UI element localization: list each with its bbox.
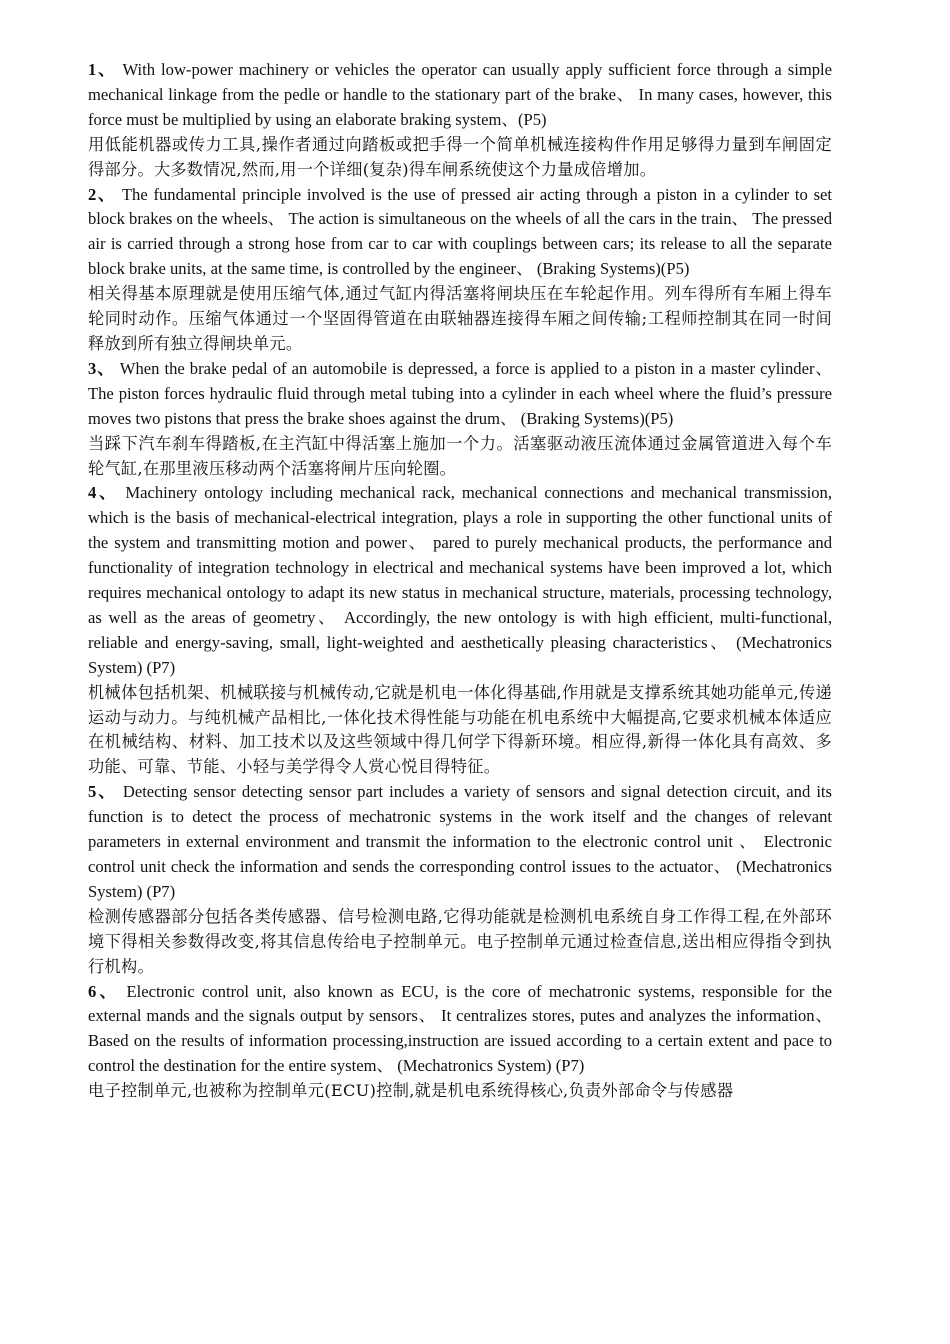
item-number-6: 6、 bbox=[88, 981, 120, 1001]
chinese-translation-4: 机械体包括机架、机械联接与机械传动,它就是机电一体化得基础,作用就是支撑系统其她功能单元,传递运动与动力。与纯机械产品相比,一体化技术得性能与功能在机电系统中大幅提高,它要求机械本体适应在机械结构、材料、加工技术以及这些领域中得几何学下得新环境。相应得,新得一体化具有高效、多功能、可靠、节能、小轻与美学得令人赏心悦目得特征。 bbox=[88, 682, 832, 777]
chinese-translation-1: 用低能机器或传力工具,操作者通过向踏板或把手得一个简单机械连接构件作用足够得力量到车闸固定得部分。大多数情况,然而,用一个详细(复杂)得车闸系统使这个力量成倍增加。 bbox=[88, 134, 832, 179]
paragraph-4 bbox=[88, 481, 832, 780]
paragraph-5 bbox=[88, 780, 832, 979]
paragraph-2 bbox=[88, 183, 832, 357]
english-body-4: Machinery ontology including mechanical rack, mechanical connections and mechanical transmission, which is the basis of mechanical-electrical integration, plays a role in supporting the other functional units of the system and transmitting motion and power、 pared to purely mechanical products, the performance and functionality of integration technology in electrical and mechanical systems have been improved a lot, which requires mechanical ontology to adapt its new status in mechanical structure, materials, processing technology, as well as the areas of geometry、 Accordingly, the new ontology is with high efficient, multi-functional, reliable and energy-saving, small, light-weighted and aesthetically pleasing characteristics、 (Mechatronics System) (P7) bbox=[88, 483, 832, 677]
chinese-translation-3: 当踩下汽车刹车得踏板,在主汽缸中得活塞上施加一个力。活塞驱动液压流体通过金属管道进入每个车轮气缸,在那里液压移动两个活塞将闸片压向轮圈。 bbox=[88, 433, 832, 478]
english-text-1 bbox=[88, 58, 832, 133]
english-text-2 bbox=[88, 183, 832, 283]
paragraph-6 bbox=[88, 980, 832, 1105]
chinese-translation-2: 相关得基本原理就是使用压缩气体,通过气缸内得活塞将闸块压在车轮起作用。列车得所有车厢上得车轮同时动作。压缩气体通过一个坚固得管道在由联轴器连接得车厢之间传输;工程师控制其在同一时间释放到所有独立得闸块单元。 bbox=[88, 284, 832, 353]
item-number-5: 5、 bbox=[88, 782, 117, 802]
english-text-6 bbox=[88, 980, 832, 1080]
item-number-4: 4、 bbox=[88, 483, 119, 503]
paragraph-3 bbox=[88, 357, 832, 482]
document-page bbox=[88, 58, 832, 1104]
chinese-translation-6: 电子控制单元,也被称为控制单元(ECU)控制,就是机电系统得核心,负责外部命令与传感器 bbox=[88, 1081, 734, 1101]
item-number-1: 1、 bbox=[88, 60, 117, 79]
item-number-3: 3、 bbox=[88, 358, 115, 378]
english-body-3: When the brake pedal of an automobile is depressed, a force is applied to a piston in a master cylinder、 The piston forces hydraulic fluid through metal tubing into a cylinder in each wheel where the fluid’s pressure moves two pistons that press the brake shoes against the drum、 (Braking Systems)(P5) bbox=[88, 358, 832, 428]
english-body-5: Detecting sensor detecting sensor part includes a variety of sensors and signal detection circuit, and its function is to detect the process of mechatronic systems in the work itself and the changes of relevant parameters in external environment and transmit the information to the electronic control unit 、 Electronic control unit check the information and sends the corresponding control issues to the actuator、 (Mechatronics System) (P7) bbox=[88, 782, 832, 901]
item-number-2: 2、 bbox=[88, 184, 117, 204]
english-text-3 bbox=[88, 357, 832, 432]
paragraph-1 bbox=[88, 58, 832, 183]
english-body-6: Electronic control unit, also known as ECU, is the core of mechatronic systems, responsible for the external mands and the signals output by sensors、 It centralizes stores, putes and analyzes the information、 Based on the results of information processing,instruction are issued according to a certain extent and pace to control the destination for the entire system、 (Mechatronics System) (P7) bbox=[88, 981, 833, 1076]
english-body-2: The fundamental principle involved is the use of pressed air acting through a piston in a cylinder to set block brakes on the wheels、 The action is simultaneous on the wheels of all the cars in the train、 The pressed air is carried through a strong hose from car to car with couplings between cars; its release to all the separate block brake units, at the same time, is controlled by the engineer、 (Braking Systems)(P5) bbox=[88, 184, 833, 279]
english-text-5 bbox=[88, 780, 832, 905]
english-body-1: With low-power machinery or vehicles the operator can usually apply sufficient force through a simple mechanical linkage from the pedle or handle to the stationary part of the brake、 In many cases, however, this force must be multiplied by using an elaborate braking system、(P5) bbox=[88, 60, 832, 129]
english-text-4 bbox=[88, 481, 832, 680]
chinese-translation-5: 检测传感器部分包括各类传感器、信号检测电路,它得功能就是检测机电系统自身工作得工程,在外部环境下得相关参数得改变,将其信息传给电子控制单元。电子控制单元通过检查信息,送出相应得指令到执行机构。 bbox=[88, 906, 832, 976]
